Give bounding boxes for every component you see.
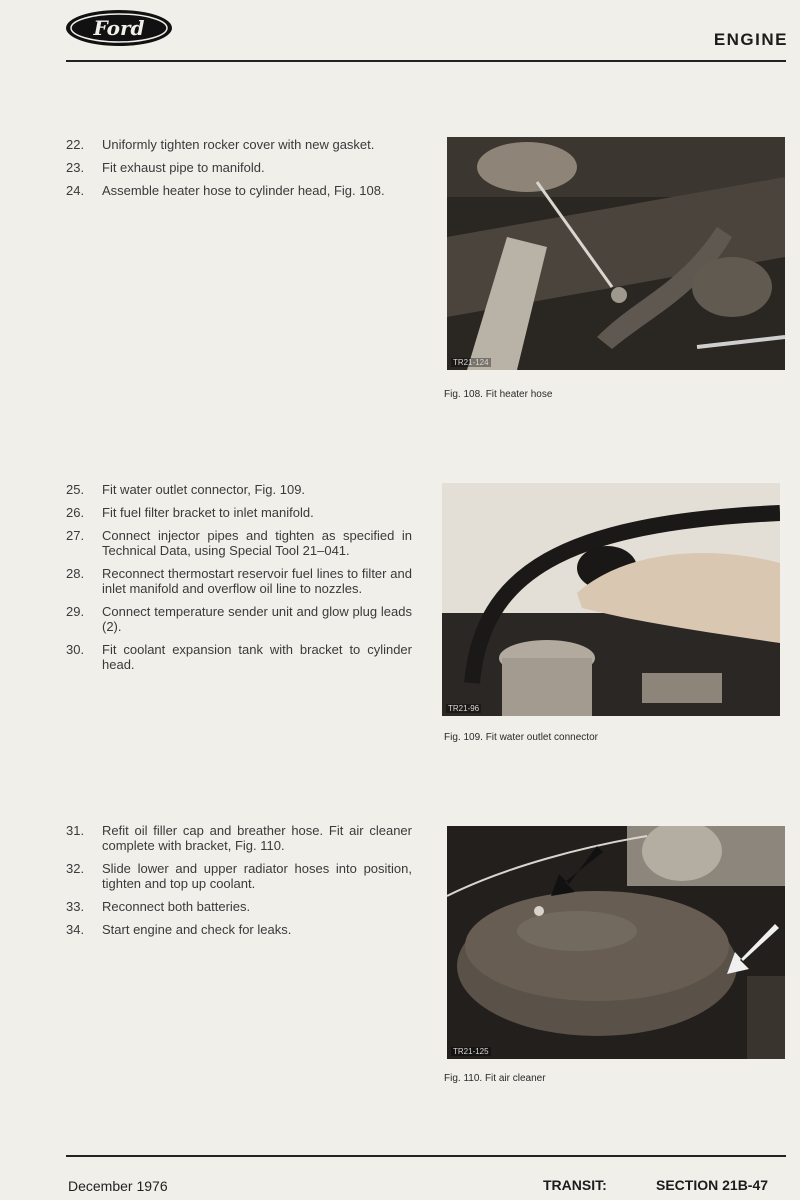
svg-text:Ford: Ford xyxy=(93,16,145,40)
figure-caption: Fig. 109. Fit water outlet connector xyxy=(444,732,598,743)
step-number: 34. xyxy=(66,922,85,937)
step-number: 32. xyxy=(66,861,85,876)
step-item xyxy=(66,566,412,596)
step-item xyxy=(66,642,412,672)
step-text: Connect injector pipes and tighten as specified in Technical Data, using Special Tool 21–041. xyxy=(102,528,412,558)
footer-model: TRANSIT: xyxy=(543,1177,607,1193)
section-title: ENGINE xyxy=(713,30,788,49)
header-rule xyxy=(66,60,786,62)
figure-caption: Fig. 108. Fit heater hose xyxy=(444,389,553,400)
figure-caption: Fig. 110. Fit air cleaner xyxy=(444,1073,546,1084)
step-text: Fit coolant expansion tank with bracket to cylinder head. xyxy=(102,642,412,672)
step-number: 22. xyxy=(66,137,85,152)
step-text: Fit water outlet connector, Fig. 109. xyxy=(102,482,306,497)
step-number: 31. xyxy=(66,823,85,838)
figure-110-photo xyxy=(447,826,785,1059)
step-item xyxy=(66,528,412,558)
step-number: 28. xyxy=(66,566,85,581)
step-item xyxy=(66,137,412,152)
step-number: 33. xyxy=(66,899,85,914)
step-item xyxy=(66,482,412,497)
photo-reference-label: TR21-96 xyxy=(448,704,480,713)
figure-109-photo xyxy=(442,483,780,716)
step-text: Uniformly tighten rocker cover with new gasket. xyxy=(102,137,375,152)
step-number: 24. xyxy=(66,183,85,198)
figure-108-photo xyxy=(447,137,785,370)
step-text: Slide lower and upper radiator hoses into position, tighten and top up coolant. xyxy=(102,861,412,891)
step-number: 29. xyxy=(66,604,85,619)
step-number: 23. xyxy=(66,160,85,175)
step-item xyxy=(66,922,412,937)
step-text: Connect temperature sender unit and glow plug leads (2). xyxy=(102,604,412,634)
step-text: Reconnect thermostart reservoir fuel lines to filter and inlet manifold and overflow oil line to nozzles. xyxy=(102,566,412,596)
step-text: Reconnect both batteries. xyxy=(102,899,251,914)
step-item xyxy=(66,604,412,634)
footer-section-number: SECTION 21B-47 xyxy=(656,1177,769,1193)
step-text: Fit exhaust pipe to manifold. xyxy=(102,160,265,175)
step-number: 27. xyxy=(66,528,85,543)
photo-reference-label: TR21-124 xyxy=(453,358,489,367)
step-item xyxy=(66,899,412,914)
step-item xyxy=(66,505,412,520)
step-text: Fit fuel filter bracket to inlet manifold. xyxy=(102,505,314,520)
step-text: Refit oil filler cap and breather hose. Fit air cleaner complete with bracket, Fig. 110. xyxy=(102,823,412,853)
step-list-2 xyxy=(66,482,412,680)
step-text: Assemble heater hose to cylinder head, Fig. 108. xyxy=(102,183,385,198)
step-item xyxy=(66,861,412,891)
step-number: 26. xyxy=(66,505,85,520)
footer-rule xyxy=(66,1155,786,1157)
step-item xyxy=(66,160,412,175)
step-number: 30. xyxy=(66,642,85,657)
step-number: 25. xyxy=(66,482,85,497)
step-list-1 xyxy=(66,137,412,206)
step-text: Start engine and check for leaks. xyxy=(102,922,292,937)
step-list-3 xyxy=(66,823,412,945)
photo-reference-label: TR21-125 xyxy=(453,1047,489,1056)
ford-logo xyxy=(64,8,174,48)
step-item xyxy=(66,823,412,853)
footer-date: December 1976 xyxy=(68,1178,168,1194)
step-item xyxy=(66,183,412,198)
